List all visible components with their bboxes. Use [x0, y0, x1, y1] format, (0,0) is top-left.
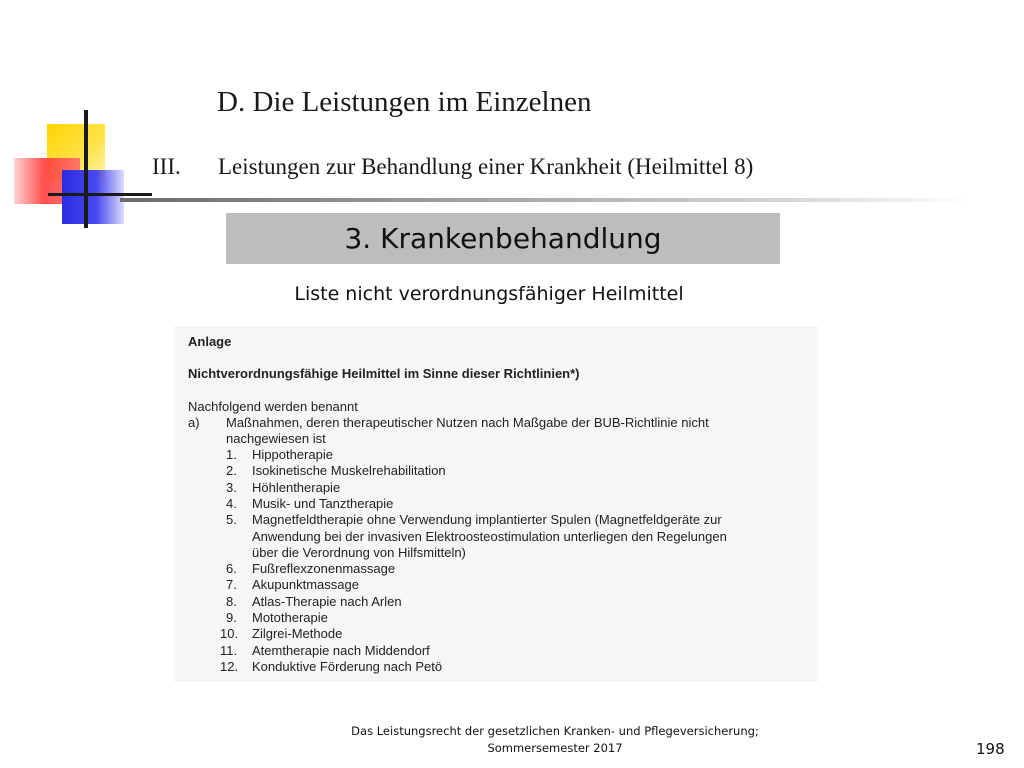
list-item-number: 7. [226, 577, 237, 592]
section-number: III. [152, 154, 181, 179]
slide-logo-graphic [0, 100, 160, 240]
footer-line-1: Das Leistungsrecht der gesetzlichen Kranken- und Pflegeversicherung; [351, 724, 759, 738]
list-item-number: 1. [226, 447, 237, 462]
list-item-text: Anwendung bei der invasiven Elektroosteostimulation unterliegen den Regelungen [252, 529, 727, 544]
list-item-number: 10. [220, 626, 239, 641]
document-heading: Nichtverordnungsfähige Heilmittel im Sinne dieser Richtlinien*) [188, 366, 580, 381]
point-letter: a) [188, 415, 200, 430]
list-item-number: 12. [220, 659, 239, 674]
point-text-line-2: nachgewiesen ist [226, 431, 326, 446]
blue-square-shape [62, 170, 124, 224]
page-number: 198 [976, 740, 1005, 758]
document-intro: Nachfolgend werden benannt [188, 399, 358, 414]
list-item-text: Fußreflexzonenmassage [252, 561, 396, 576]
list-item-text: Atemtherapie nach Middendorf [252, 643, 430, 658]
footer-line-2: Sommersemester 2017 [487, 741, 623, 755]
horizontal-line-shape [48, 193, 152, 196]
list-item-text: über die Verordnung von Hilfsmitteln) [252, 545, 466, 560]
list-item-text: Atlas-Therapie nach Arlen [252, 594, 402, 609]
slide-title: D. Die Leistungen im Einzelnen [217, 86, 592, 118]
list-item-text: Akupunktmassage [252, 577, 359, 592]
list-item-text: Isokinetische Muskelrehabilitation [252, 463, 446, 478]
list-item-text: Höhlentherapie [252, 480, 341, 495]
list-item-text: Musik- und Tanztherapie [252, 496, 394, 511]
list-item-number: 5. [226, 512, 237, 527]
list-item-number: 4. [226, 496, 237, 511]
title-underline-rule [120, 198, 970, 202]
list-item-number: 2. [226, 463, 237, 478]
document-label: Anlage [188, 334, 232, 349]
list-item-number: 8. [226, 594, 237, 609]
list-item-number: 11. [220, 643, 238, 658]
footer-text [300, 723, 810, 757]
scanned-document [174, 326, 818, 682]
section-title: Leistungen zur Behandlung einer Krankheit (Heilmittel 8) [218, 154, 754, 179]
point-text-line-1: Maßnahmen, deren therapeutischer Nutzen nach Maßgabe der BUB-Richtlinie nicht [226, 415, 709, 430]
list-item-text: Mototherapie [252, 610, 328, 625]
list-item-text: Magnetfeldtherapie ohne Verwendung implantierter Spulen (Magnetfeldgeräte zur [252, 512, 722, 527]
list-item-text: Hippotherapie [252, 447, 333, 462]
list-item-number: 3. [226, 480, 237, 495]
list-item-text: Zilgrei-Methode [252, 626, 343, 641]
list-item-number: 9. [226, 610, 237, 625]
vertical-line-shape [84, 110, 88, 228]
list-item-text: Konduktive Förderung nach Petö [252, 659, 443, 674]
topic-banner [226, 213, 780, 264]
list-item-number: 6. [226, 561, 237, 576]
topic-banner-text: 3. Krankenbehandlung [344, 222, 662, 255]
list-heading: Liste nicht verordnungsfähiger Heilmittel [294, 283, 684, 305]
